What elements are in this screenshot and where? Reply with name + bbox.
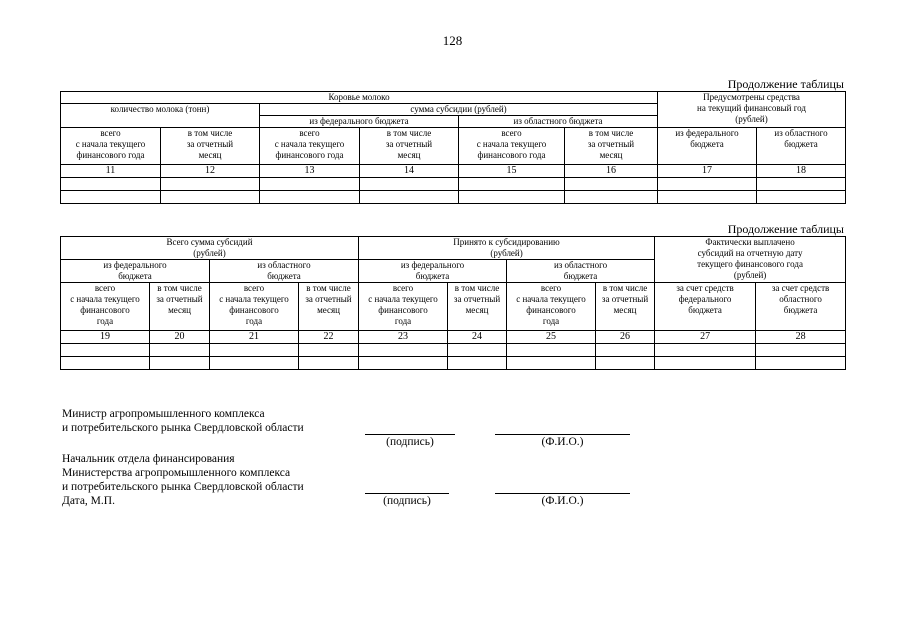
name-line <box>495 434 630 435</box>
column-number: 12 <box>161 165 260 178</box>
table-row <box>61 344 846 357</box>
column-header: всего с начала текущего финансового года <box>61 283 150 331</box>
column-number: 13 <box>260 165 360 178</box>
signature-caption: (подпись) <box>383 495 431 507</box>
continuation-label-1: Продолжение таблицы <box>727 77 844 91</box>
minister-signature-block: Министр агропромышленного комплекса и потребительского рынка Свердловской области <box>62 408 304 434</box>
column-header: всего с начала текущего финансового года <box>507 283 596 331</box>
federal-budget-header: из федерального бюджета <box>359 260 507 283</box>
column-number: 24 <box>448 331 507 344</box>
column-header: всего с начала текущего финансового года <box>459 128 565 165</box>
column-header: всего с начала текущего финансового года <box>210 283 299 331</box>
milk-quantity-header: количество молока (тонн) <box>61 104 260 128</box>
column-header: всего с начала текущего финансового года <box>61 128 161 165</box>
column-header: в том числе за отчетный месяц <box>299 283 359 331</box>
head-signature-block: Начальник отдела финансирования Министерства агропромышленного комплекса и потребительского рынка Свердловской области Дата, М.П. <box>62 453 304 507</box>
signature-line <box>365 493 449 494</box>
column-number: 20 <box>150 331 210 344</box>
accepted-header: Принято к субсидированию (рублей) <box>359 237 655 260</box>
column-header: в том числе за отчетный месяц <box>161 128 260 165</box>
regional-budget-header: из областного бюджета <box>210 260 359 283</box>
table-row <box>61 191 846 204</box>
table-row <box>61 178 846 191</box>
column-header: в том числе за отчетный месяц <box>565 128 658 165</box>
milk-header: Коровье молоко <box>61 92 658 104</box>
column-header: в том числе за отчетный месяц <box>360 128 459 165</box>
subsidy-sum-header: сумма субсидии (рублей) <box>260 104 658 116</box>
signature-caption: (подпись) <box>386 436 434 448</box>
column-number: 27 <box>655 331 756 344</box>
table-row <box>61 357 846 370</box>
actually-paid-header: Фактически выплачено субсидий на отчетную дату текущего финансового года (рублей) <box>655 237 846 283</box>
column-header: в том числе за отчетный месяц <box>596 283 655 331</box>
column-header: из федерального бюджета <box>658 128 757 165</box>
column-number: 22 <box>299 331 359 344</box>
column-header: в том числе за отчетный месяц <box>150 283 210 331</box>
name-caption: (Ф.И.О.) <box>541 436 584 448</box>
column-number: 19 <box>61 331 150 344</box>
column-number: 25 <box>507 331 596 344</box>
total-subsidies-header: Всего сумма субсидий (рублей) <box>61 237 359 260</box>
table-1 <box>60 91 846 204</box>
signature-line <box>365 434 455 435</box>
column-number: 11 <box>61 165 161 178</box>
continuation-label-2: Продолжение таблицы <box>727 222 844 236</box>
column-number: 21 <box>210 331 299 344</box>
column-header: за счет средств федерального бюджета <box>655 283 756 331</box>
column-number: 17 <box>658 165 757 178</box>
regional-budget-header: из областного бюджета <box>459 116 658 128</box>
column-header: всего с начала текущего финансового года <box>359 283 448 331</box>
column-header: в том числе за отчетный месяц <box>448 283 507 331</box>
column-header: за счет средств областного бюджета <box>756 283 846 331</box>
column-number: 16 <box>565 165 658 178</box>
planned-funds-header: Предусмотрены средства на текущий финансовый год (рублей) <box>658 92 846 128</box>
page-number: 128 <box>442 33 463 48</box>
column-number: 28 <box>756 331 846 344</box>
table-2 <box>60 236 846 370</box>
regional-budget-header: из областного бюджета <box>507 260 655 283</box>
name-line <box>495 493 630 494</box>
column-number: 15 <box>459 165 565 178</box>
column-number: 18 <box>757 165 846 178</box>
column-header: всего с начала текущего финансового года <box>260 128 360 165</box>
column-number: 14 <box>360 165 459 178</box>
column-number: 23 <box>359 331 448 344</box>
federal-budget-header: из федерального бюджета <box>260 116 459 128</box>
column-header: из областного бюджета <box>757 128 846 165</box>
federal-budget-header: из федерального бюджета <box>61 260 210 283</box>
name-caption: (Ф.И.О.) <box>541 495 584 507</box>
column-number: 26 <box>596 331 655 344</box>
